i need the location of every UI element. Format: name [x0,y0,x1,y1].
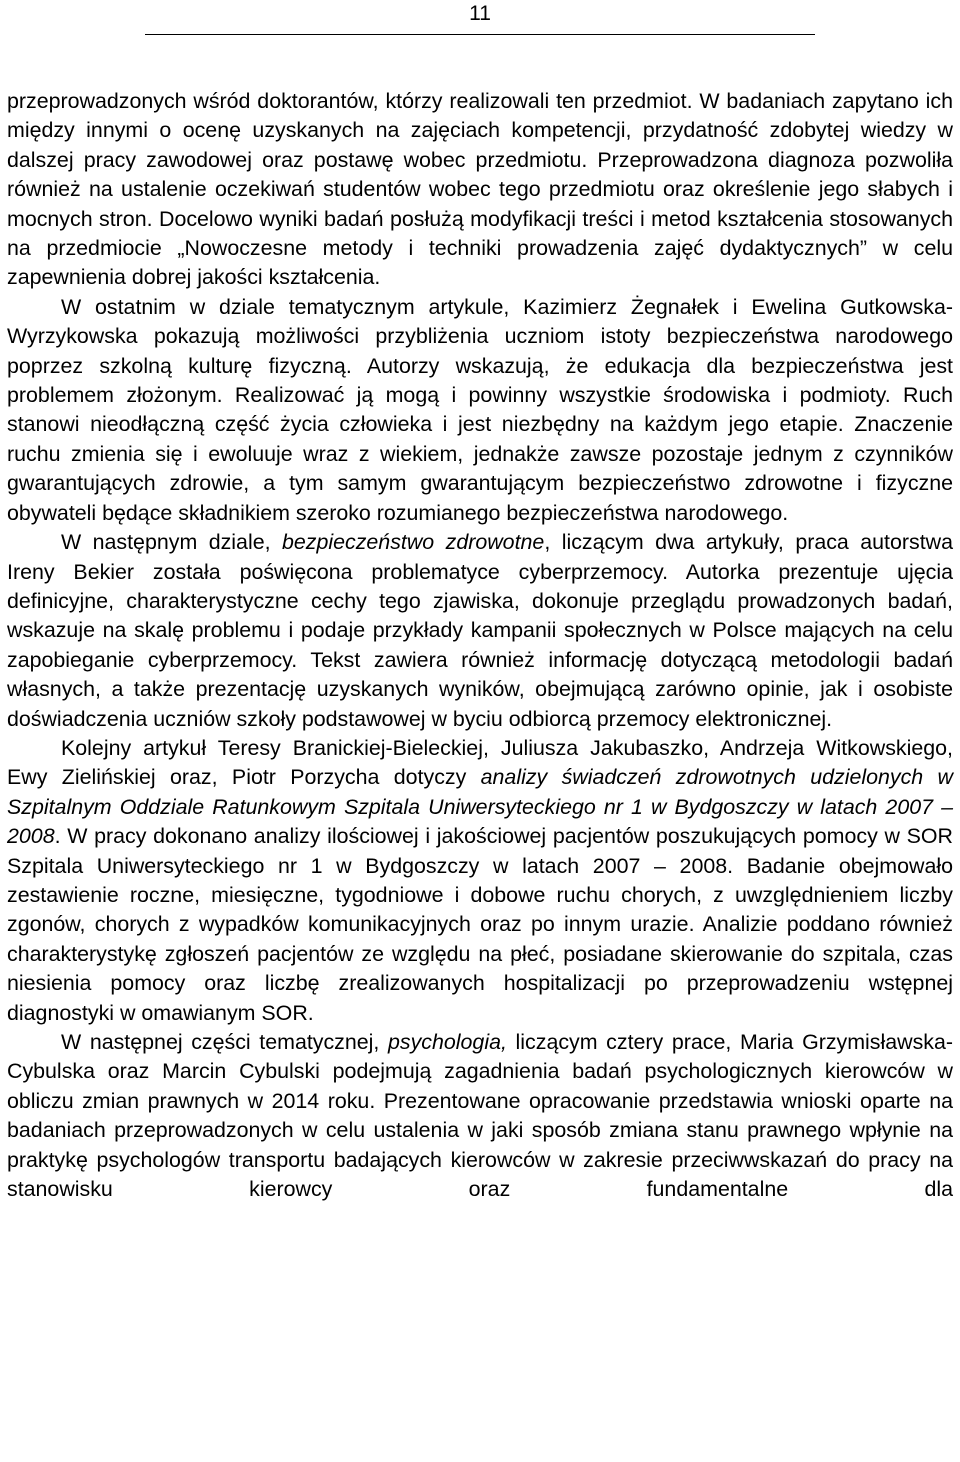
paragraph-3-text-start: W następnym dziale, [61,530,282,555]
header-rule [145,34,815,35]
paragraph-5-text-rest: liczącym cztery prace, Maria Grzymisławska-Cybulska oraz Marcin Cybulski podejmują zagadnienia badań psychologicznych kierowców w obliczu zmian prawnych w 2014 roku. Prezentowane opracowanie przedstawia wnioski oparte na badaniach przeprowadzonych w celu ustalenia w jaki sposób zmiana stanu prawnego wpłynie na praktykę psychologów transportu badających kierowców w zakresie przeciwwskazań do pracy na stanowisku kierowcy oraz fundamentalne dla [7,1030,953,1202]
paragraph-3 [7,528,953,734]
paragraph-5 [7,1028,953,1204]
paragraph-4-text-rest: . W pracy dokonano analizy ilościowej i jakościowej pacjentów poszukujących pomocy w SOR Szpitala Uniwersyteckiego nr 1 w Bydgoszczy w latach 2007 – 2008. Badanie obejmowało zestawienie roczne, miesięczne, tygodniowe i dobowe ruchu chorych, z uwzględnieniem liczby zgonów, chorych z wypadków komunikacyjnych oraz po innym urazie. Analizie poddano również charakterystykę zgłoszeń pacjentów ze względu na płeć, posiadane skierowanie do szpitala, czas niesienia pomocy oraz liczbę zrealizowanych hospitalizacji po przeprowadzeniu wstępnej diagnostyki w omawianym SOR. [7,824,953,1025]
paragraph-2-text: W ostatnim w dziale tematycznym artykule, Kazimierz Żegnałek i Ewelina Gutkowska-Wyrzykowska pokazują możliwości przybliżenia uczniom istoty bezpieczeństwa narodowego poprzez szkolną kulturę fizyczną. Autorzy wskazują, że edukacja dla bezpieczeństwa jest problemem złożonym. Realizować ją mogą i powinny wszystkie środowiska i podmioty. Ruch stanowi nieodłączną część życia człowieka i jest niezbędny na każdym jego etapie. Znaczenie ruchu zmienia się i ewoluuje wraz z wiekiem, jednakże zawsze pozostaje jednym z czynników gwarantujących zdrowie, a tym samym gwarantującym bezpieczeństwo zdrowotne i fizyczne obywateli będące składnikiem szeroko rozumianego bezpieczeństwa narodowego. [7,294,953,525]
paragraph-1-text: przeprowadzonych wśród doktorantów, którzy realizowali ten przedmiot. W badaniach zapytano ich między innymi o ocenę uzyskanych na zajęciach kompetencji, przydatność zdobytej wiedzy w dalszej pracy zawodowej oraz postawę wobec przedmiotu. Przeprowadzona diagnoza pozwoliła również na ustalenie oczekiwań studentów wobec tego przedmiotu oraz określenie jego słabych i mocnych stron. Docelowo wyniki badań posłużą modyfikacji treści i metod kształcenia stosowanych na przedmiocie „Nowoczesne metody i techniki prowadzenia zajęć dydaktycznych” w celu zapewnienia dobrej jakości kształcenia. [7,89,953,290]
paragraph-3-text-rest: , liczącym dwa artykuły, praca autorstwa Ireny Bekier została poświęcona problematyce cyberprzemocy. Autorka prezentuje ujęcia definicyjne, charakterystyczne cechy tego zjawiska, dokonuje przeglądu prowadzonych badań, wskazuje na skalę problemu i podaje przykłady kampanii społecznych w Polsce mających na celu zapobieganie cyberprzemocy. Tekst zawiera również informację dotyczącą metodologii badań własnych, a także prezentację uzyskanych wyników, obejmującą zarówno opinie, jak i osobiste doświadczenia uczniów szkoły podstawowej w byciu odbiorcą przemocy elektronicznej. [7,530,953,731]
article-subject-italic: analizy świadczeń zdrowotnych udzielonych w Szpitalnym Oddziale Ratunkowym Szpitala Uniwersyteckiego nr 1 w Bydgoszczy w latach 2007 – 2008 [7,765,953,849]
section-title-psychology: psychologia, [388,1030,507,1054]
section-title-health-security: bezpieczeństwo zdrowotne [281,530,545,555]
paragraph-1 [7,87,953,293]
body-text [7,87,953,1204]
paragraph-5-text-start: W następnej części tematycznej, [61,1030,388,1054]
paragraph-4-text-start: Kolejny artykuł Teresy Branickiej-Bieleckiej, Juliusza Jakubaszko, Andrzeja Witkowskiego, Ewy Zielińskiej oraz, Piotr Porzycha dotyczy [7,735,953,790]
paragraph-4 [7,734,953,1028]
paragraph-2 [7,293,953,528]
page-number: 11 [469,2,491,25]
